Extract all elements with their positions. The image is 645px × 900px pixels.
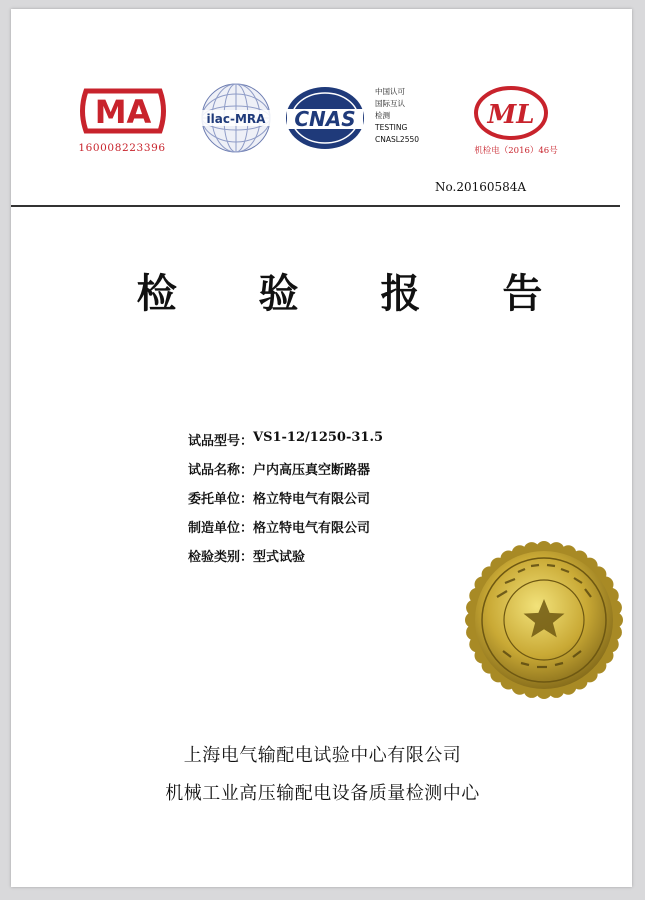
cnas-line: TESTING bbox=[375, 123, 408, 132]
cma-logo bbox=[76, 83, 170, 139]
ml-license-number: 机检电（2016）46号 bbox=[474, 146, 558, 156]
sample-info bbox=[188, 430, 383, 575]
info-row-test-type bbox=[188, 546, 383, 575]
cnas-logo bbox=[284, 85, 366, 151]
cnas-line: CNASL2550 bbox=[375, 135, 420, 144]
info-label: 试品型号： bbox=[188, 434, 254, 449]
info-value: VS1-12/1250-31.5 bbox=[253, 430, 384, 445]
info-row-manufacturer bbox=[188, 517, 383, 546]
info-row-name bbox=[188, 459, 383, 488]
svg-text:MA: MA bbox=[94, 93, 152, 131]
svg-text:CNAS: CNAS bbox=[294, 107, 356, 131]
report-number: No.20160584A bbox=[435, 180, 527, 194]
cnas-line: 国际互认 bbox=[375, 99, 405, 108]
cnas-accreditation-text bbox=[375, 86, 455, 146]
info-label: 试品名称： bbox=[188, 463, 254, 478]
info-label: 制造单位： bbox=[188, 521, 254, 536]
svg-text:ilac-MRA: ilac-MRA bbox=[206, 112, 266, 126]
svg-text:ML: ML bbox=[487, 100, 535, 130]
cnas-line: 中国认可 bbox=[375, 87, 405, 96]
info-value: 户内高压真空断路器 bbox=[253, 463, 371, 478]
organization-name-2: 机械工业高压输配电设备质量检测中心 bbox=[165, 783, 480, 804]
cnas-line: 检测 bbox=[375, 111, 390, 120]
header-divider bbox=[11, 205, 620, 207]
page-title: 检 验 报 告 bbox=[136, 271, 577, 317]
info-label: 委托单位： bbox=[188, 492, 254, 507]
info-value: 格立特电气有限公司 bbox=[253, 521, 371, 536]
info-value: 型式试验 bbox=[253, 550, 306, 565]
ilac-mra-logo bbox=[198, 82, 274, 154]
info-value: 格立特电气有限公司 bbox=[253, 492, 371, 507]
gold-seal bbox=[463, 539, 625, 701]
info-label: 检验类别： bbox=[188, 550, 254, 565]
organization-name-1: 上海电气输配电试验中心有限公司 bbox=[183, 745, 462, 766]
info-row-model bbox=[188, 430, 383, 459]
ml-logo bbox=[470, 84, 552, 144]
info-row-client bbox=[188, 488, 383, 517]
cma-number: 160008223396 bbox=[78, 142, 166, 154]
